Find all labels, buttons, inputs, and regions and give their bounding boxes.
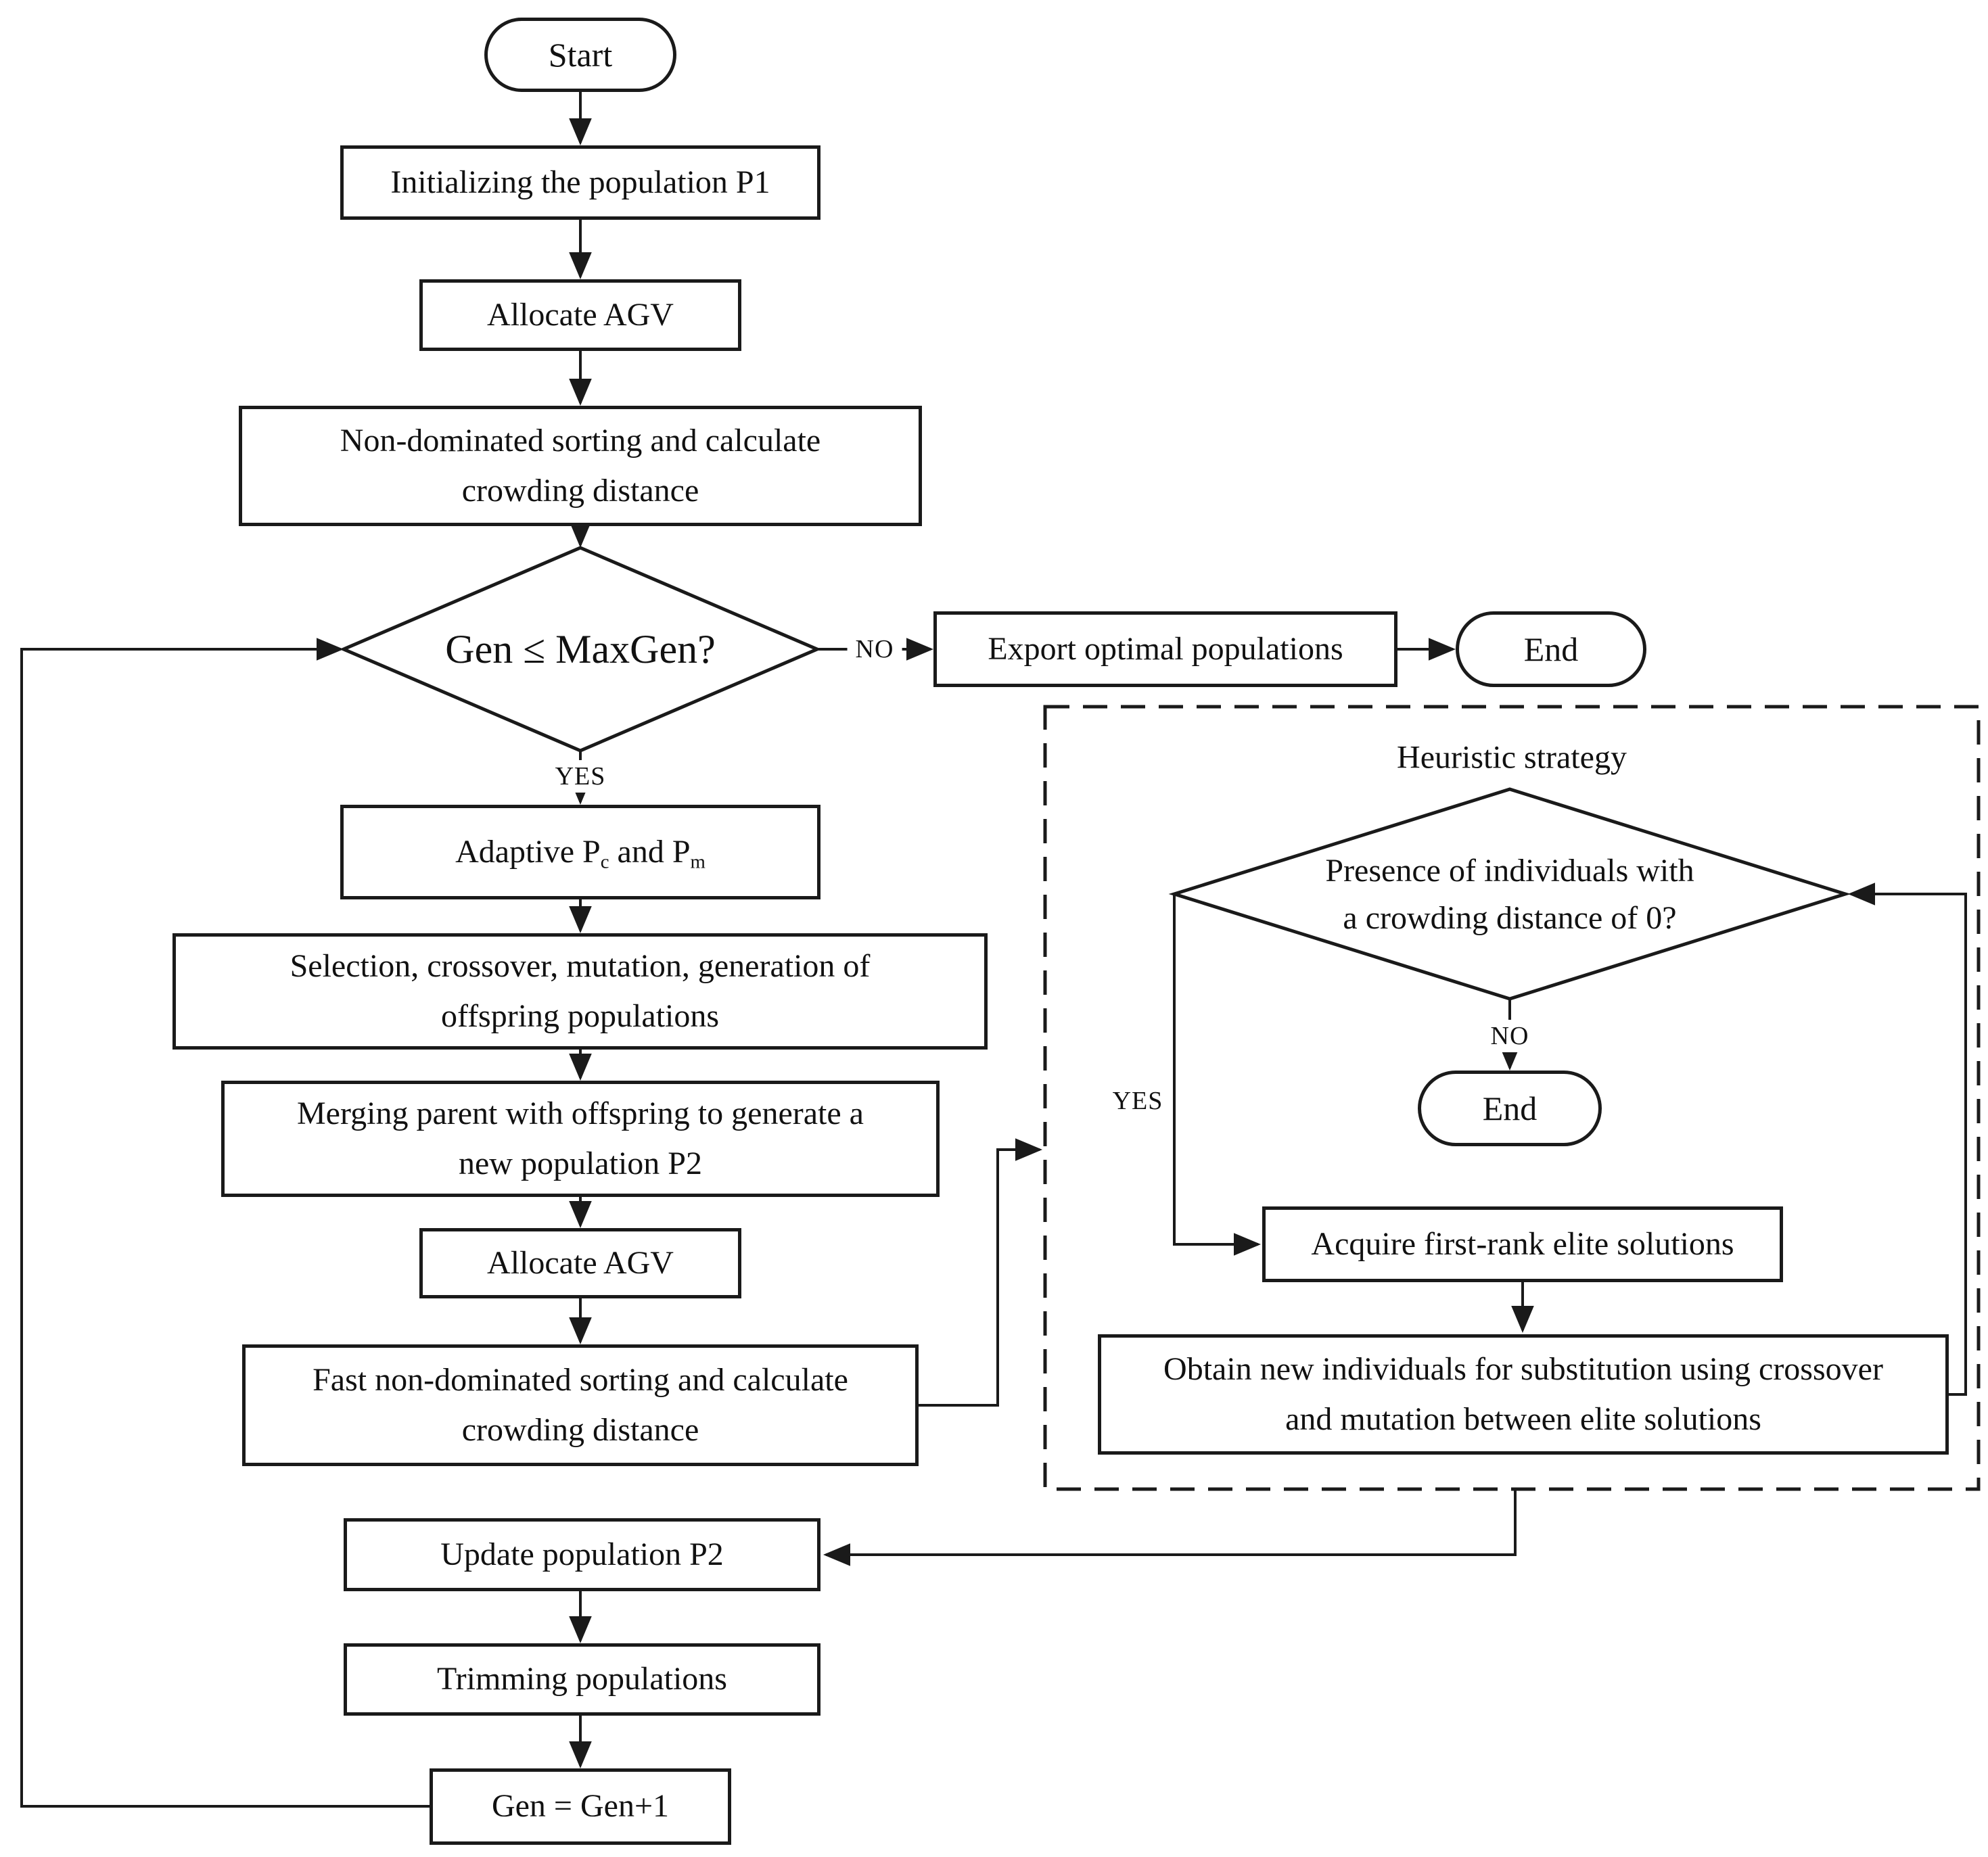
selection-line1: Selection, crossover, mutation, generation of — [290, 947, 871, 984]
start-label: Start — [548, 36, 613, 74]
allocate-agv-node-2 — [419, 1228, 741, 1298]
adaptive-subscript-c: c — [600, 851, 609, 873]
gen-increment-label: Gen = Gen+1 — [491, 1788, 670, 1825]
edge-label-yes-heuristic: YES — [1112, 1087, 1163, 1115]
crowding-check-line2: a crowding distance of 0? — [1343, 899, 1677, 936]
allocate-agv-label-2: Allocate AGV — [487, 1244, 674, 1281]
edge-label-yes-main: YES — [547, 760, 614, 793]
merging-line1: Merging parent with offspring to generate a — [297, 1095, 864, 1131]
edge-obtain-crowdingcheck-loop — [1851, 894, 1966, 1394]
crowding-check-line1: Presence of individuals with — [1325, 852, 1694, 889]
initialize-population-label: Initializing the population P1 — [390, 164, 770, 200]
heuristic-strategy-title: Heuristic strategy — [1397, 739, 1627, 776]
end-main-label: End — [1523, 630, 1579, 668]
non-dominated-sorting-node — [239, 406, 922, 526]
adaptive-subscript-m: m — [690, 851, 706, 873]
edge-label-no-main: NO — [848, 633, 902, 665]
edge-heuristic-update — [826, 1489, 1515, 1555]
export-optimal-populations-node — [933, 611, 1397, 687]
selection-line2: offspring populations — [440, 998, 720, 1034]
acquire-elite-solutions-node — [1262, 1206, 1783, 1282]
obtain-new-individuals-line1: Obtain new individuals for substitution using crossover — [1163, 1350, 1883, 1387]
selection-crossover-mutation-node — [172, 933, 988, 1050]
allocate-agv-label-1: Allocate AGV — [487, 296, 674, 333]
crowding-distance-decision-text — [1239, 839, 1780, 950]
gen-maxgen-decision-text — [377, 609, 783, 690]
adaptive-prefix: Adaptive P — [455, 833, 601, 870]
obtain-new-individuals-node — [1098, 1334, 1949, 1455]
non-dominated-sorting-line1: Non-dominated sorting and calculate — [340, 422, 821, 459]
non-dominated-sorting-line2: crowding distance — [461, 473, 699, 509]
end-node-main — [1456, 611, 1646, 687]
obtain-new-individuals-line2: and mutation between elite solutions — [1285, 1401, 1761, 1437]
trimming-populations-label: Trimming populations — [437, 1661, 727, 1697]
merging-parent-offspring-node — [221, 1081, 940, 1197]
adaptive-pc-pm-node — [340, 805, 820, 899]
initialize-population-node — [340, 145, 820, 220]
allocate-agv-node-1 — [419, 279, 741, 351]
update-population-label: Update population P2 — [440, 1536, 724, 1572]
adaptive-mid: and P — [609, 833, 691, 870]
end-node-heuristic — [1418, 1071, 1602, 1146]
fast-non-dominated-line1: Fast non-dominated sorting and calculate — [313, 1361, 848, 1398]
export-optimal-populations-label: Export optimal populations — [988, 630, 1343, 667]
gen-maxgen-label: Gen ≤ MaxGen? — [445, 626, 716, 672]
end-heuristic-label: End — [1482, 1089, 1538, 1127]
gen-increment-node — [430, 1768, 731, 1845]
fast-non-dominated-line2: crowding distance — [461, 1412, 699, 1448]
acquire-elite-solutions-label: Acquire first-rank elite solutions — [1311, 1225, 1734, 1262]
adaptive-pc-pm-label — [455, 826, 706, 878]
trimming-populations-node — [344, 1643, 820, 1716]
merging-line2: new population P2 — [459, 1146, 702, 1181]
edge-label-no-heuristic: NO — [1483, 1020, 1538, 1052]
start-node — [484, 18, 676, 92]
update-population-node — [344, 1518, 820, 1591]
fast-non-dominated-sorting-node — [242, 1344, 919, 1466]
